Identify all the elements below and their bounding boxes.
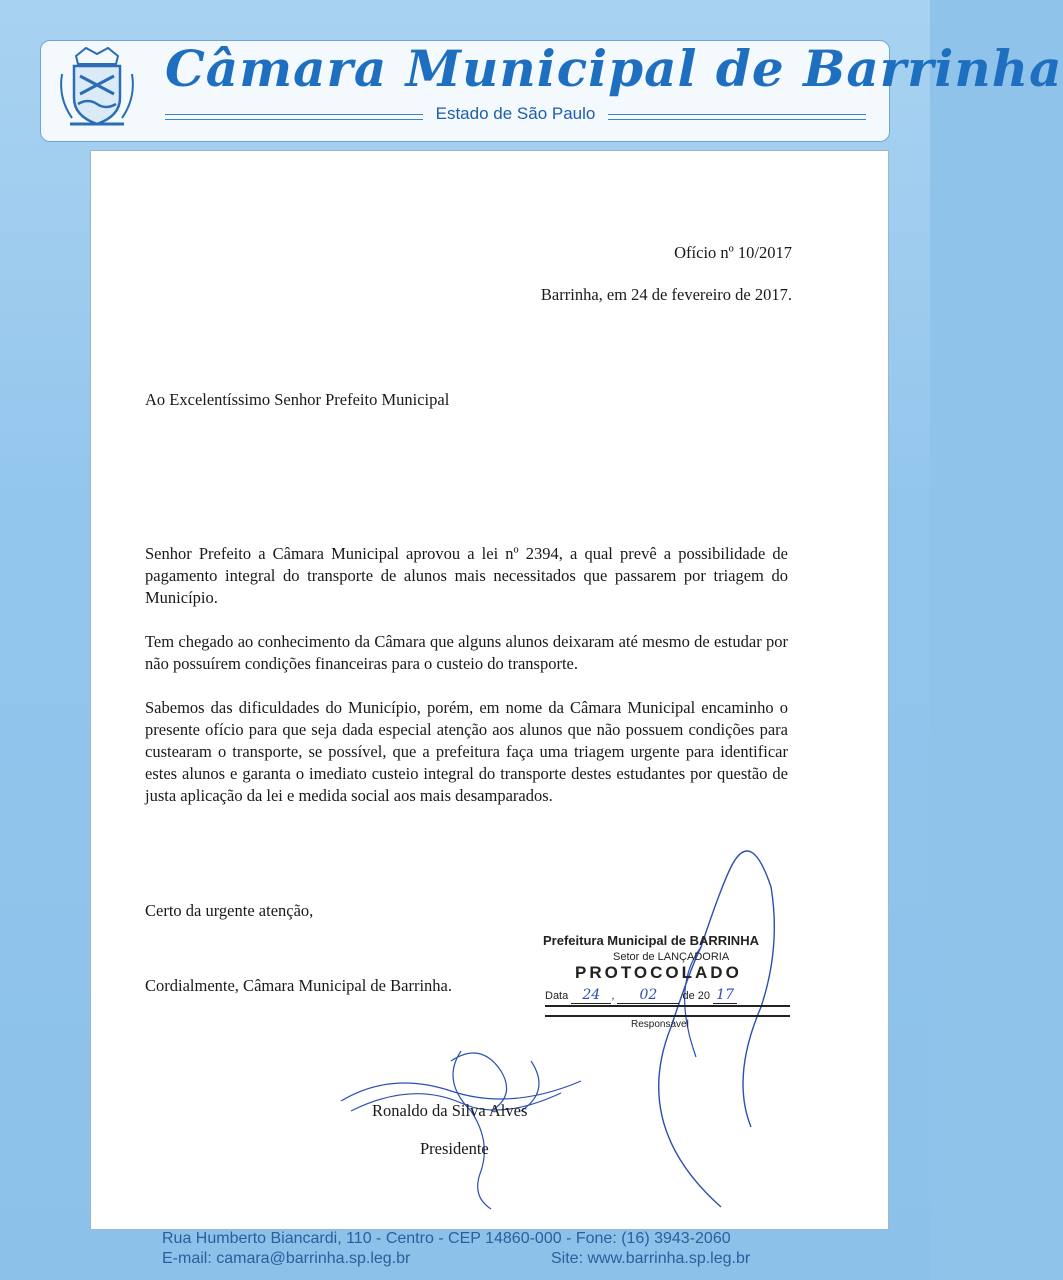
letter-paragraph-3: Sabemos das dificuldades do Município, porém, em nome da Câmara Municipal encaminho o presente ofício para que seja dada especial atenção aos alunos que não possuem condições para custearam o transporte, se possível, que a prefeitura faça uma triagem urgente para identificar estes alunos e garanta o imediato custeio integral do transporte destes estudantes por questão de justa aplicação da lei e medida social aos mais desamparados. <box>145 698 788 805</box>
letter-recipient: Ao Excelentíssimo Senhor Prefeito Municipal <box>145 390 450 409</box>
stamp-month: 02 <box>617 987 679 1004</box>
letter-body <box>90 150 889 1230</box>
letter-reference: Ofício nº 10/2017 <box>674 243 792 262</box>
signatory-name: Ronaldo da Silva Alves <box>372 1101 528 1120</box>
letter-farewell: Cordialmente, Câmara Municipal de Barrinha. <box>145 976 452 995</box>
stamp-line-2: Setor de LANÇADORIA <box>613 951 730 963</box>
stamp-rule-2 <box>545 1015 790 1017</box>
footer-site: Site: www.barrinha.sp.leg.br <box>551 1250 751 1267</box>
signatory-role: Presidente <box>420 1139 489 1158</box>
stamp-date-line: Data 24 , 02 de 20 17 <box>545 987 737 1004</box>
stamp-day: 24 <box>571 987 611 1004</box>
stamp-year: 17 <box>713 987 737 1004</box>
letterhead-subtitle: Estado de São Paulo <box>435 104 596 123</box>
coat-of-arms-icon <box>56 46 138 130</box>
letter-paragraph-2: Tem chegado ao conhecimento da Câmara que alguns alunos deixaram até mesmo de estudar por não possuírem condições financeiras para o custeio do transporte. <box>145 632 788 673</box>
stamp-rule-1 <box>545 1005 790 1007</box>
letter-place-date: Barrinha, em 24 de fevereiro de 2017. <box>540 285 792 304</box>
stamp-responsavel: Responsável <box>631 1019 689 1030</box>
letterhead-rule-left <box>165 114 423 120</box>
letter-paragraph-1: Senhor Prefeito a Câmara Municipal aprovou a lei nº 2394, a qual prevê a possibilidade de pagamento integral do transporte de alunos mais necessitados que passarem por triagem do Município. <box>145 544 788 607</box>
stamp-year-label: de 20 <box>682 990 711 1002</box>
letterhead-title: Câmara Municipal de Barrinha <box>165 39 1063 98</box>
footer-email: E-mail: camara@barrinha.sp.leg.br <box>162 1250 411 1267</box>
stamp-date-label: Data <box>545 990 569 1002</box>
stamp-line-3: PROTOCOLADO <box>575 963 742 982</box>
protocol-stamp <box>539 929 797 1049</box>
stamp-line-1: Prefeitura Municipal de BARRINHA <box>543 933 759 948</box>
footer-address: Rua Humberto Biancardi, 110 - Centro - CEP 14860-000 - Fone: (16) 3943-2060 <box>162 1230 731 1247</box>
letterhead-rule-right <box>608 114 866 120</box>
letter-closing: Certo da urgente atenção, <box>145 901 314 920</box>
signature-scribble-icon <box>331 1041 591 1211</box>
